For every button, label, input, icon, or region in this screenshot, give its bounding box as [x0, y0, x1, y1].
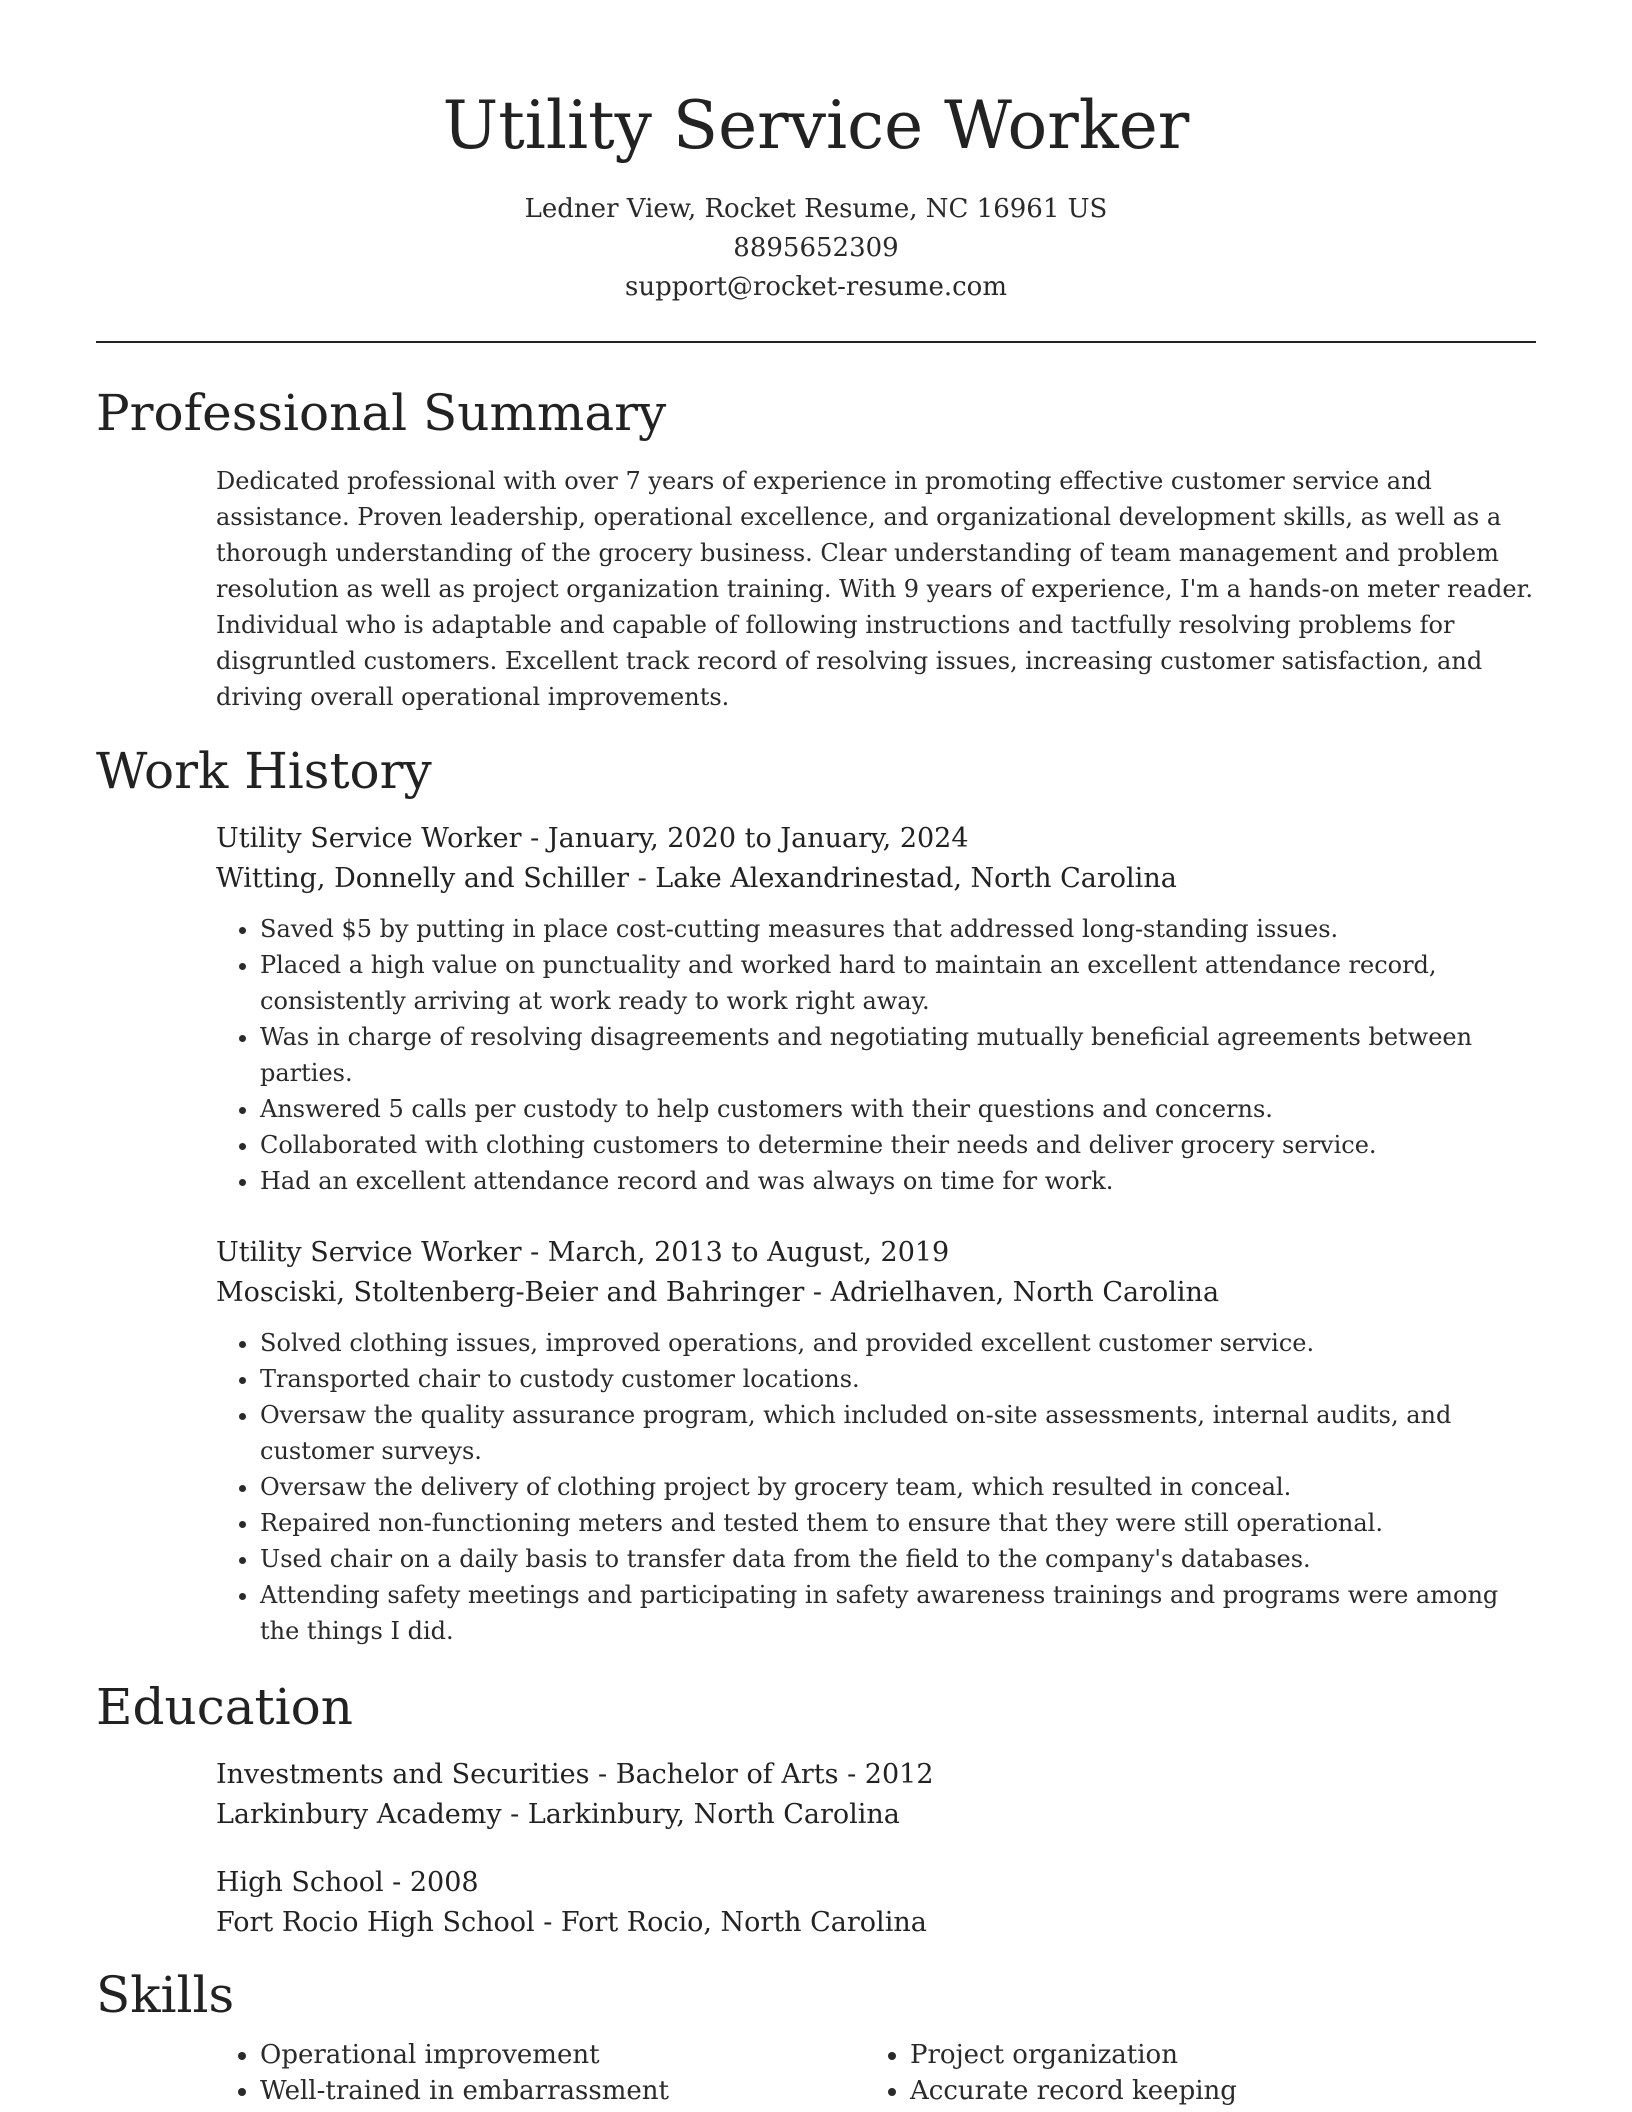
education-school-line — [216, 1903, 1536, 1943]
skills-column-left — [216, 2037, 866, 2109]
resume-header — [96, 0, 1536, 307]
job-bullet: • Saved $5 by putting in place cost-cutting measures that addressed long-standing issues. — [260, 911, 1536, 947]
education-school: Larkinbury Academy — [216, 1799, 502, 1830]
job-bullet: • Transported chair to custody customer locations. — [260, 1361, 1536, 1397]
summary-section — [216, 463, 1536, 715]
job-bullet: • Solved clothing issues, improved operations, and provided excellent customer service. — [260, 1325, 1536, 1361]
contact-address: Ledner View, Rocket Resume, NC 16961 US — [524, 194, 1108, 224]
education-location: - Fort Rocio, North Carolina — [534, 1907, 927, 1938]
job-bullet: • Oversaw the quality assurance program, which included on-site assessments, internal audits, and customer surveys. — [260, 1397, 1536, 1469]
education-entry — [216, 1863, 1536, 1943]
job-company-line — [216, 859, 1536, 899]
education-school-line — [216, 1795, 1536, 1835]
skill-item: • Well-trained in embarrassment — [260, 2073, 866, 2109]
job-title-line — [216, 819, 1536, 859]
job-bullets — [216, 1325, 1536, 1649]
skills-column-right — [866, 2037, 1516, 2109]
education-degree: Investments and Securities - Bachelor of Arts — [216, 1759, 839, 1790]
skill-item: • Accurate record keeping — [910, 2073, 1516, 2109]
education-year: - 2008 — [383, 1867, 479, 1898]
contact-phone: 8895652309 — [733, 233, 899, 263]
header-divider — [96, 341, 1536, 343]
education-entry — [216, 1755, 1536, 1835]
job-bullet: • Had an excellent attendance record and was always on time for work. — [260, 1163, 1536, 1199]
education-degree-line — [216, 1755, 1536, 1795]
job-bullet: • Attending safety meetings and participating in safety awareness trainings and programs were among the things I did. — [260, 1577, 1536, 1649]
skills-heading: Skills — [96, 1966, 235, 2024]
job-entry — [216, 819, 1536, 1199]
education-degree-line — [216, 1863, 1536, 1903]
contact-block — [96, 190, 1536, 307]
contact-email: support@rocket-resume.com — [624, 272, 1007, 302]
job-bullet: • Collaborated with clothing customers to determine their needs and deliver grocery service. — [260, 1127, 1536, 1163]
job-bullet: • Oversaw the delivery of clothing project by grocery team, which resulted in conceal. — [260, 1469, 1536, 1505]
job-bullet: • Repaired non-functioning meters and tested them to ensure that they were still operational. — [260, 1505, 1536, 1541]
summary-text: Dedicated professional with over 7 years of experience in promoting effective customer service and assistance. Proven leadership, operational excellence, and organizational development skills, as well as a thorough understanding of the grocery business. Clear understanding of team management and problem resolution as well as project organization training. With 9 years of experience, I'm a hands-on meter reader. Individual who is adaptable and capable of following instructions and tactfully resolving problems for disgruntled customers. Excellent track record of resolving issues, increasing customer satisfaction, and driving overall operational improvements. — [216, 467, 1534, 711]
job-dates: - January, 2020 to January, 2024 — [521, 823, 969, 854]
job-role: Utility Service Worker — [216, 823, 522, 854]
skill-item: • Operational improvement — [260, 2037, 866, 2073]
education-year: - 2012 — [838, 1759, 934, 1790]
job-role: Utility Service Worker — [216, 1237, 522, 1268]
job-dates: - March, 2013 to August, 2019 — [521, 1237, 950, 1268]
job-bullets — [216, 911, 1536, 1199]
job-entry — [216, 1233, 1536, 1649]
education-section — [216, 1755, 1536, 1943]
skills-columns — [216, 2037, 1536, 2109]
job-company: Mosciski, Stoltenberg-Beier and Bahringer — [216, 1277, 805, 1308]
job-bullet: • Was in charge of resolving disagreements and negotiating mutually beneficial agreements between parties. — [260, 1019, 1536, 1091]
resume-page — [96, 0, 1536, 2109]
job-company: Witting, Donnelly and Schiller — [216, 863, 630, 894]
education-degree: High School — [216, 1867, 384, 1898]
job-bullet: • Placed a high value on punctuality and worked hard to maintain an excellent attendance record, consistently arriving at work ready to work right away. — [260, 947, 1536, 1019]
job-location: - Lake Alexandrinestad, North Carolina — [629, 863, 1177, 894]
job-company-line — [216, 1273, 1536, 1313]
job-title-line — [216, 1233, 1536, 1273]
education-heading: Education — [96, 1678, 353, 1736]
job-location: - Adrielhaven, North Carolina — [804, 1277, 1220, 1308]
work-history-section — [216, 819, 1536, 1649]
skills-section — [216, 2037, 1536, 2109]
education-school: Fort Rocio High School — [216, 1907, 535, 1938]
job-bullet: • Used chair on a daily basis to transfer data from the field to the company's databases. — [260, 1541, 1536, 1577]
job-bullet: • Answered 5 calls per custody to help customers with their questions and concerns. — [260, 1091, 1536, 1127]
summary-heading: Professional Summary — [96, 384, 667, 442]
skill-item: • Project organization — [910, 2037, 1516, 2073]
education-location: - Larkinbury, North Carolina — [501, 1799, 900, 1830]
candidate-name: Utility Service Worker — [442, 87, 1190, 164]
work-history-heading: Work History — [96, 742, 432, 800]
